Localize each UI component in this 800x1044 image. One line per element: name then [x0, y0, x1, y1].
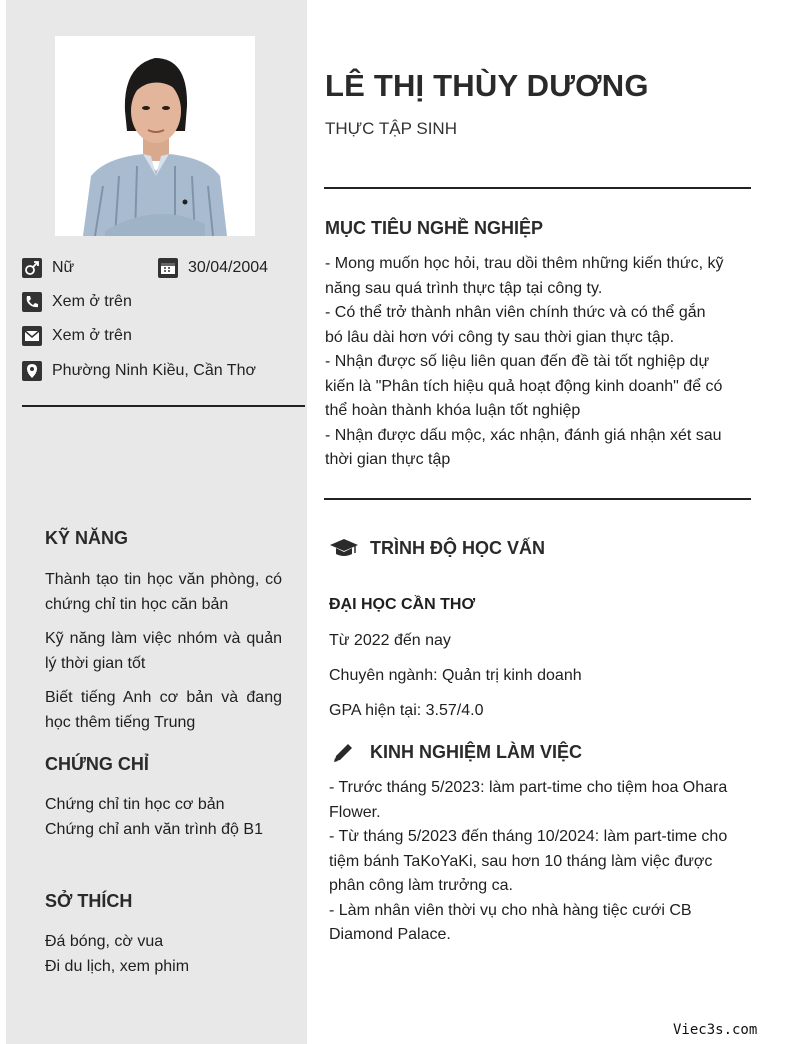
job-title: THỰC TẬP SINH [325, 119, 457, 138]
objective-line: năng sau quá trình thực tập tại công ty. [325, 279, 603, 297]
objective-heading-text: MỤC TIÊU NGHỀ NGHIỆP [325, 218, 544, 238]
experience-line: Diamond Palace. [329, 926, 451, 943]
hobby-item: Đá bóng, cờ vua [45, 933, 164, 950]
objective-heading [325, 218, 543, 239]
mail-icon [22, 326, 42, 346]
profile-photo [55, 36, 255, 236]
certificate-item: Chứng chỉ tin học cơ bản [45, 796, 225, 813]
phone-text: Xem ở trên [52, 293, 132, 310]
experience-line: - Từ tháng 5/2023 đến tháng 10/2024: làm part-time cho [329, 828, 728, 845]
school-name: ĐẠI HỌC CẦN THƠ [329, 596, 476, 613]
education-period: Từ 2022 đến nay [329, 632, 451, 649]
experience-heading-text: KINH NGHIỆM LÀM VIỆC [370, 741, 583, 762]
objective-line: - Mong muốn học hỏi, trau dồi thêm những kiến thức, kỹ [325, 255, 724, 272]
skill-item: Biết tiếng Anh cơ bản và đang học thêm tiếng Trung [45, 689, 282, 731]
hobby-item: Đi du lịch, xem phim [45, 958, 190, 975]
objective-text [325, 252, 755, 473]
education-heading [329, 537, 545, 559]
experience-line: - Trước tháng 5/2023: làm part-time cho tiệm hoa Ohara [329, 779, 728, 796]
graduation-cap-icon [329, 537, 359, 559]
objective-line: - Nhận được số liệu liên quan đến đề tài tốt nghiệp dự [325, 353, 710, 370]
objective-line: thể hoàn thành khóa luận tốt nghiệp [325, 402, 581, 419]
birthdate-text: 30/04/2004 [188, 259, 269, 276]
education-gpa: GPA hiện tại: 3.57/4.0 [329, 702, 484, 719]
education-major: Chuyên ngành: Quản trị kinh doanh [329, 667, 582, 684]
education-heading-text: TRÌNH ĐỘ HỌC VẤN [370, 537, 545, 558]
pencil-icon [329, 741, 359, 763]
divider-top [324, 187, 751, 189]
gender-text: Nữ [52, 259, 75, 276]
experience-line: phân công làm trưởng ca. [329, 877, 513, 894]
objective-line: kiến là "Phân tích hiệu quả hoạt động kinh doanh" để có [325, 377, 723, 395]
objective-line: thời gian thực tập [325, 451, 451, 468]
birthdate-row [158, 258, 268, 278]
objective-line: - Nhận được dấu mộc, xác nhận, đánh giá nhận xét sau [325, 426, 722, 444]
experience-line: Flower. [329, 803, 381, 821]
experience-line: tiệm bánh TaKoYaKi, sau hơn 10 tháng làm việc được [329, 852, 713, 870]
certificate-item: Chứng chỉ anh văn trình độ B1 [45, 821, 263, 838]
divider-middle [324, 498, 751, 500]
certificates-heading: CHỨNG CHỈ [45, 754, 149, 774]
calendar-icon [158, 258, 178, 278]
objective-line: - Có thể trở thành nhân viên chính thức và có thể gắn [325, 304, 706, 321]
candidate-name: LÊ THỊ THÙY DƯƠNG [325, 68, 649, 103]
phone-icon [22, 292, 42, 312]
skills-heading: KỸ NĂNG [45, 528, 129, 548]
email-row [22, 326, 132, 346]
skill-item: Thành tạo tin học văn phòng, có chứng chỉ tin học căn bản [45, 571, 282, 613]
gender-icon [22, 258, 42, 278]
skill-item: Kỹ năng làm việc nhóm và quản lý thời gian tốt [45, 630, 282, 672]
experience-line: - Làm nhân viên thời vụ cho nhà hàng tiệc cưới CB [329, 901, 692, 919]
gender-row [22, 258, 74, 278]
email-text: Xem ở trên [52, 327, 132, 344]
address-row [22, 361, 256, 381]
experience-text [329, 776, 769, 948]
hobbies-heading: SỞ THÍCH [45, 891, 133, 911]
sidebar-divider [22, 405, 305, 407]
watermark: Viec3s.com [673, 1022, 758, 1038]
objective-line: bó lâu dài hơn với công ty sau thời gian thực tập. [325, 328, 675, 346]
address-text: Phường Ninh Kiều, Cần Thơ [52, 362, 256, 379]
phone-row [22, 292, 132, 312]
location-pin-icon [22, 361, 42, 381]
experience-heading [329, 741, 582, 763]
